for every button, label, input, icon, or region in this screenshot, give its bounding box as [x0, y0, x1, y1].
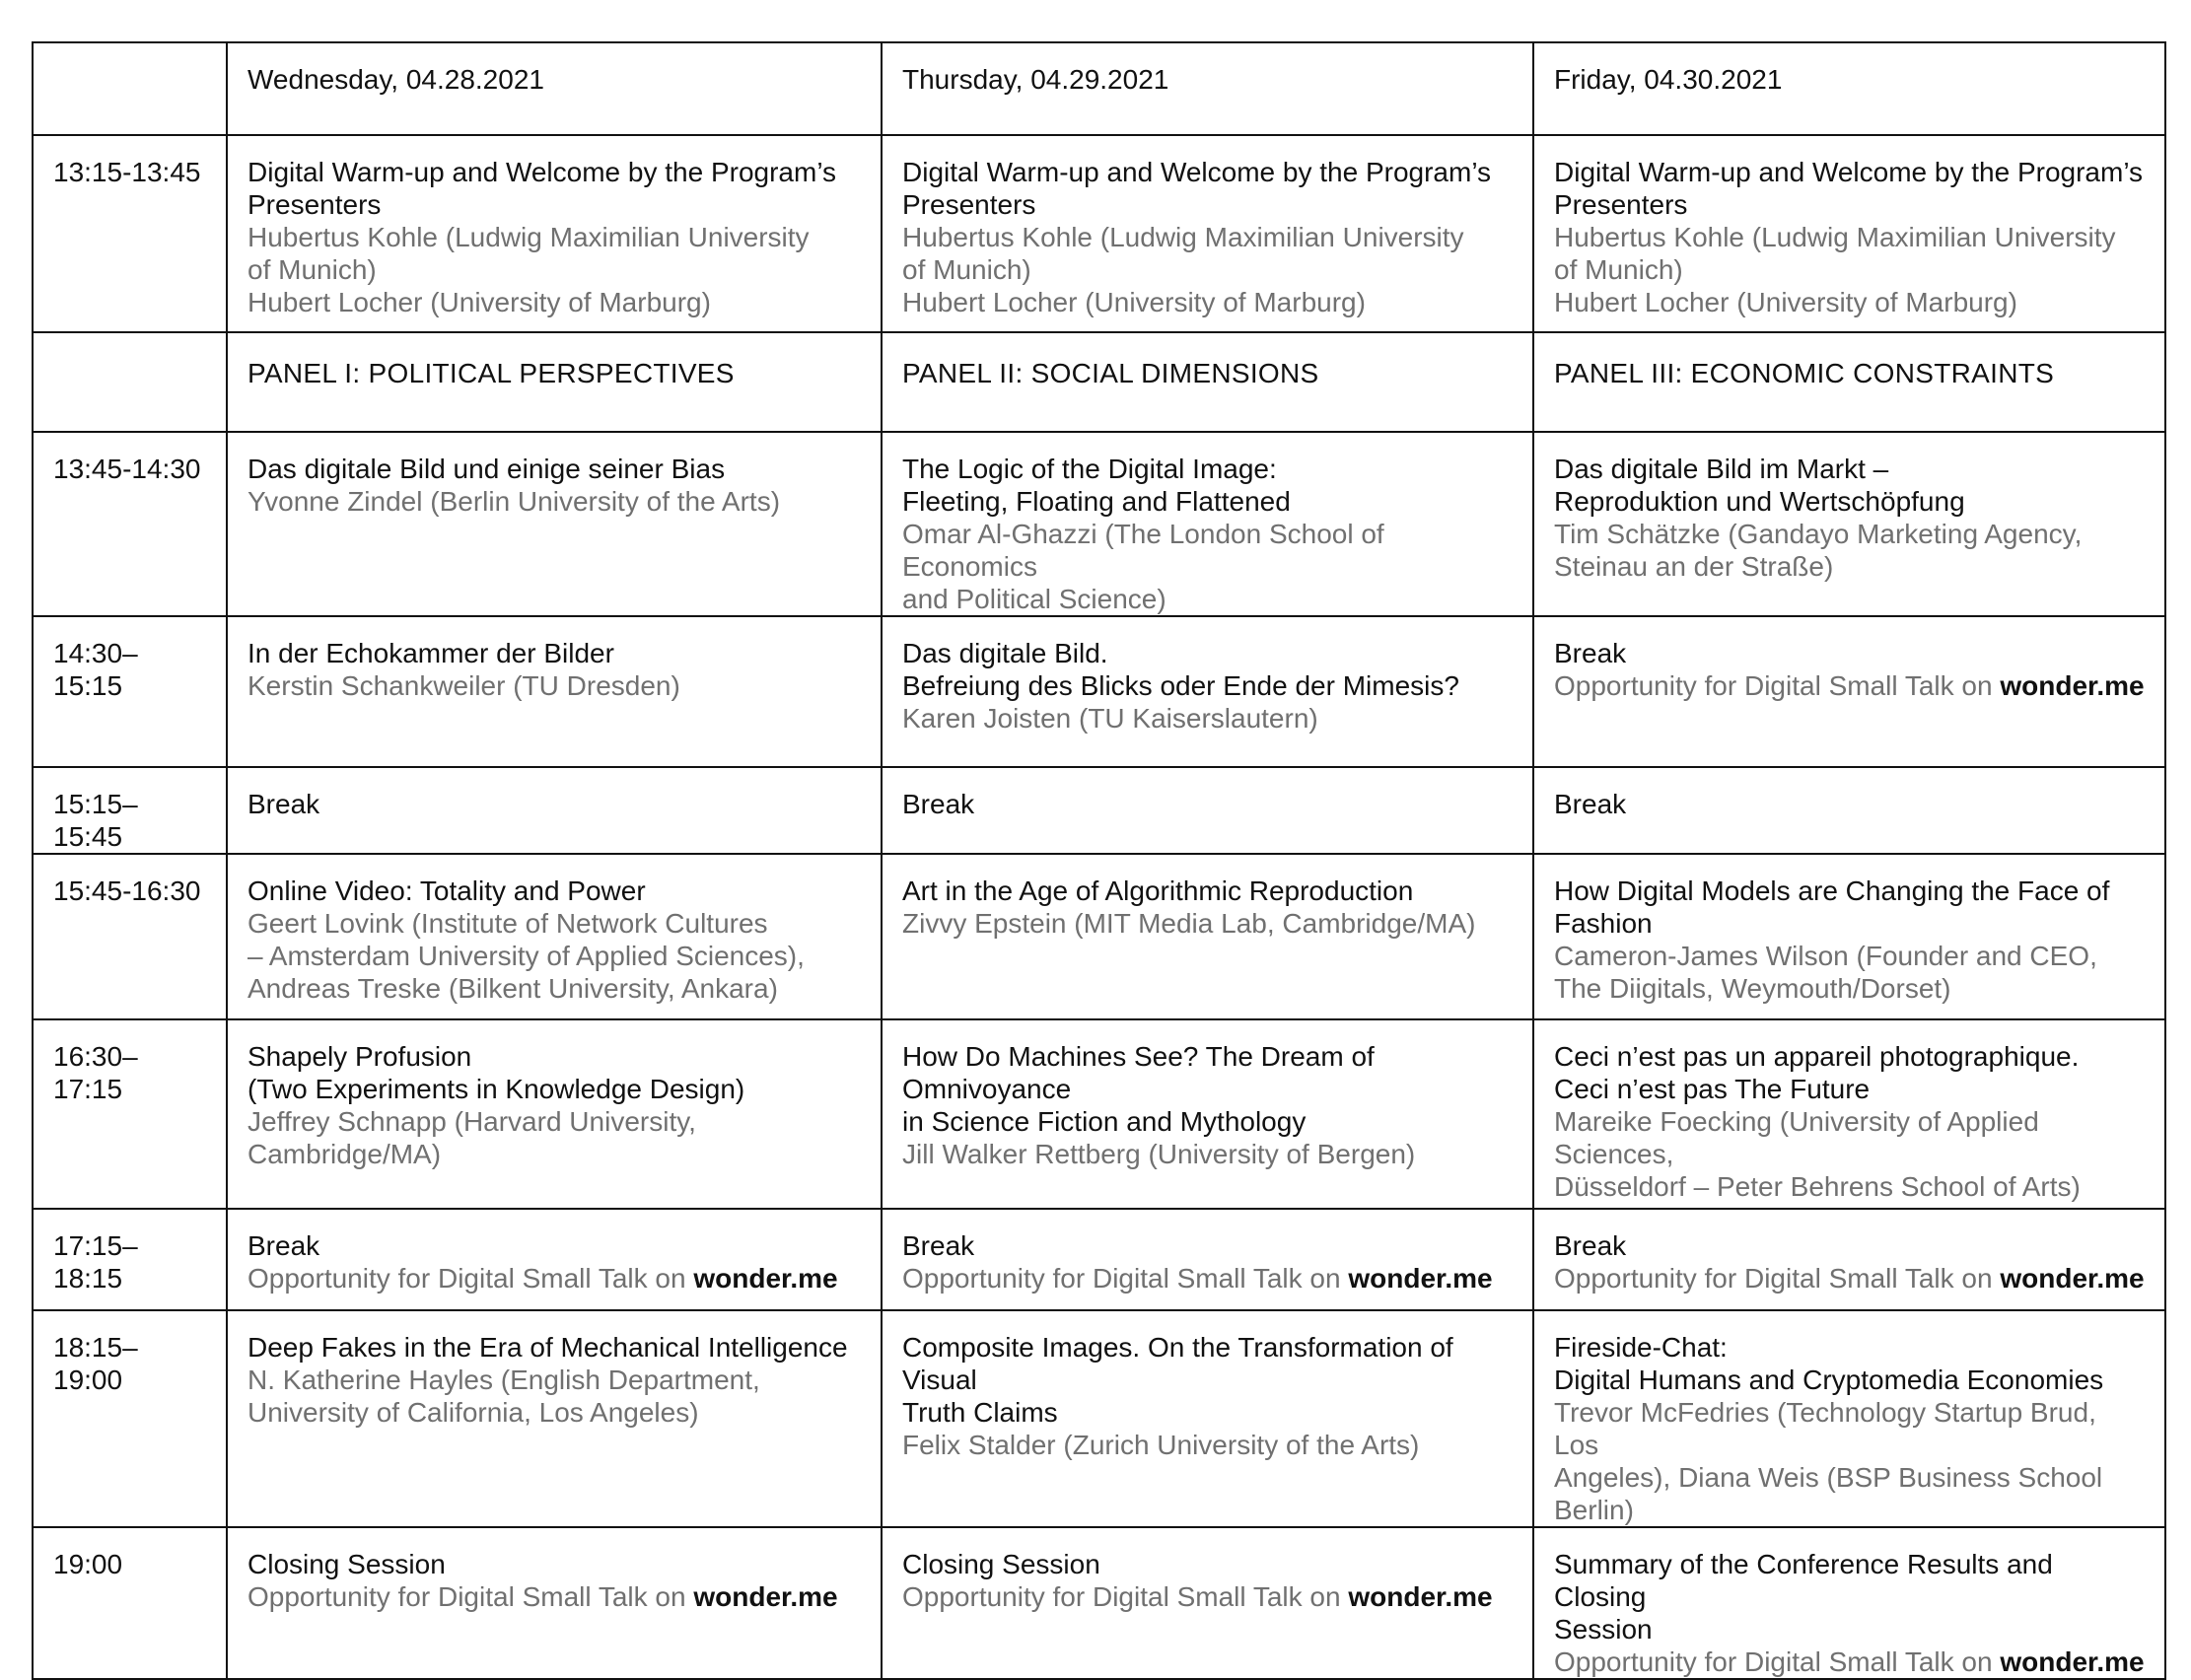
- session-title: Fashion: [1554, 908, 1653, 939]
- small-talk-note: [1554, 1645, 2145, 1678]
- session-title: How Do Machines See? The Dream of Omnivoyance: [902, 1041, 1375, 1104]
- panel-label: PANEL I: POLITICAL PERSPECTIVES: [247, 358, 735, 388]
- schedule-row: [33, 1527, 2165, 1679]
- session-speaker: The Diigitals, Weymouth/Dorset): [1554, 973, 1951, 1004]
- session-title: Break: [1554, 1230, 1627, 1261]
- small-talk-text: Opportunity for Digital Small Talk on: [247, 1581, 686, 1612]
- session-cell: [882, 432, 1533, 616]
- session-title: Digital Warm-up and Welcome by the Program’s: [247, 157, 837, 187]
- session-cell: [882, 854, 1533, 1019]
- time-cell: [33, 616, 227, 767]
- wonder-me-link[interactable]: wonder.me: [693, 1581, 838, 1612]
- session-title: In der Echokammer der Bilder: [247, 638, 614, 668]
- session-speaker: Trevor McFedries (Technology Startup Brud, Los: [1554, 1397, 2096, 1460]
- time-slot: 13:15-13:45: [53, 157, 201, 187]
- session-speaker: Geert Lovink (Institute of Network Cultures: [247, 908, 768, 939]
- session-speaker: N. Katherine Hayles (English Department,: [247, 1365, 760, 1395]
- time-cell: [33, 1019, 227, 1209]
- session-speaker: and Political Science): [902, 584, 1166, 614]
- session-title: Digital Warm-up and Welcome by the Program’s: [1554, 157, 2144, 187]
- panel-header-cell: [882, 332, 1533, 432]
- wonder-me-link[interactable]: wonder.me: [2000, 1263, 2145, 1294]
- session-speaker: Jill Walker Rettberg (University of Bergen): [902, 1139, 1416, 1169]
- session-speaker: of Munich): [1554, 254, 1683, 285]
- wonder-me-link[interactable]: wonder.me: [2000, 670, 2145, 701]
- wonder-me-link[interactable]: wonder.me: [2000, 1646, 2145, 1677]
- session-title: Fleeting, Floating and Flattened: [902, 486, 1291, 517]
- session-title: Presenters: [1554, 189, 1688, 220]
- panel-header-cell: [1533, 332, 2165, 432]
- session-title: Closing Session: [247, 1549, 446, 1579]
- time-cell: [33, 432, 227, 616]
- day-label: Thursday, 04.29.2021: [902, 64, 1169, 95]
- small-talk-note: [1554, 669, 2145, 702]
- schedule-row: [33, 135, 2165, 332]
- session-title: Das digitale Bild.: [902, 638, 1108, 668]
- time-slot: 18:15–19:00: [53, 1332, 138, 1395]
- time-header-cell: [33, 42, 227, 135]
- session-speaker: Yvonne Zindel (Berlin University of the Arts): [247, 486, 781, 517]
- session-speaker: Hubert Locher (University of Marburg): [1554, 287, 2017, 317]
- session-speaker: Omar Al-Ghazzi (The London School of Economics: [902, 519, 1384, 582]
- day-header-row: [33, 42, 2165, 135]
- time-slot: 19:00: [53, 1549, 123, 1579]
- time-cell: [33, 1209, 227, 1310]
- session-speaker: Jeffrey Schnapp (Harvard University, Cambridge/MA): [247, 1106, 696, 1169]
- session-cell: [227, 1527, 882, 1679]
- session-title: Break: [247, 789, 320, 819]
- session-speaker: Kerstin Schankweiler (TU Dresden): [247, 670, 680, 701]
- session-cell: [227, 616, 882, 767]
- small-talk-note: [902, 1580, 1513, 1613]
- session-speaker: Andreas Treske (Bilkent University, Ankara): [247, 973, 778, 1004]
- session-title: Das digitale Bild im Markt –: [1554, 454, 1889, 484]
- session-cell: [882, 1527, 1533, 1679]
- session-cell: [1533, 432, 2165, 616]
- session-cell: [227, 1019, 882, 1209]
- session-cell: [1533, 135, 2165, 332]
- small-talk-text: Opportunity for Digital Small Talk on: [247, 1263, 686, 1294]
- small-talk-text: Opportunity for Digital Small Talk on: [902, 1581, 1341, 1612]
- time-slot: 15:15–15:45: [53, 789, 138, 852]
- session-cell: [227, 854, 882, 1019]
- session-title: Session: [1554, 1614, 1653, 1645]
- session-cell: [1533, 854, 2165, 1019]
- session-speaker: Düsseldorf – Peter Behrens School of Arts): [1554, 1171, 2081, 1202]
- time-cell: [33, 767, 227, 854]
- session-cell: [227, 432, 882, 616]
- session-title: Presenters: [247, 189, 382, 220]
- session-title: Art in the Age of Algorithmic Reproduction: [902, 875, 1414, 906]
- day-label: Friday, 04.30.2021: [1554, 64, 1783, 95]
- session-title: Fireside-Chat:: [1554, 1332, 1728, 1363]
- session-title: Summary of the Conference Results and Closing: [1554, 1549, 2053, 1612]
- session-cell: [227, 1209, 882, 1310]
- wonder-me-link[interactable]: wonder.me: [693, 1263, 838, 1294]
- schedule-row: [33, 1209, 2165, 1310]
- schedule-row: [33, 616, 2165, 767]
- session-cell: [227, 767, 882, 854]
- time-cell: [33, 135, 227, 332]
- schedule-row: [33, 767, 2165, 854]
- session-cell: [1533, 1019, 2165, 1209]
- session-title: Truth Claims: [902, 1397, 1058, 1428]
- day-header-cell: [227, 42, 882, 135]
- session-speaker: Steinau an der Straße): [1554, 551, 1834, 582]
- small-talk-text: Opportunity for Digital Small Talk on: [1554, 1263, 1993, 1294]
- panel-header-row: [33, 332, 2165, 432]
- time-slot: 16:30–17:15: [53, 1041, 138, 1104]
- schedule-row: [33, 432, 2165, 616]
- session-cell: [882, 1019, 1533, 1209]
- wonder-me-link[interactable]: wonder.me: [1348, 1263, 1493, 1294]
- panel-label: PANEL II: SOCIAL DIMENSIONS: [902, 358, 1319, 388]
- session-title: Digital Warm-up and Welcome by the Program’s: [902, 157, 1492, 187]
- small-talk-note: [902, 1262, 1513, 1295]
- session-cell: [882, 767, 1533, 854]
- day-label: Wednesday, 04.28.2021: [247, 64, 544, 95]
- panel-label: PANEL III: ECONOMIC CONSTRAINTS: [1554, 358, 2055, 388]
- session-cell: [882, 616, 1533, 767]
- session-title: Ceci n’est pas un appareil photographique.: [1554, 1041, 2080, 1072]
- session-title: Break: [1554, 638, 1627, 668]
- session-title: Das digitale Bild und einige seiner Bias: [247, 454, 726, 484]
- small-talk-note: [247, 1580, 861, 1613]
- day-header-cell: [882, 42, 1533, 135]
- session-cell: [882, 135, 1533, 332]
- session-speaker: University of California, Los Angeles): [247, 1397, 699, 1428]
- session-cell: [227, 1310, 882, 1527]
- session-title: Presenters: [902, 189, 1036, 220]
- small-talk-text: Opportunity for Digital Small Talk on: [1554, 670, 1993, 701]
- small-talk-text: Opportunity for Digital Small Talk on: [902, 1263, 1341, 1294]
- session-speaker: Tim Schätzke (Gandayo Marketing Agency,: [1554, 519, 2083, 549]
- time-header-cell: [33, 332, 227, 432]
- session-title: Digital Humans and Cryptomedia Economies: [1554, 1365, 2104, 1395]
- session-title: in Science Fiction and Mythology: [902, 1106, 1307, 1137]
- time-slot: 13:45-14:30: [53, 454, 201, 484]
- session-speaker: of Munich): [247, 254, 377, 285]
- session-cell: [1533, 1527, 2165, 1679]
- session-title: How Digital Models are Changing the Face of: [1554, 875, 2110, 906]
- session-title: Break: [902, 789, 975, 819]
- session-cell: [1533, 1209, 2165, 1310]
- time-slot: 17:15–18:15: [53, 1230, 138, 1294]
- session-cell: [227, 135, 882, 332]
- session-title: Break: [1554, 789, 1627, 819]
- schedule-body: [33, 42, 2165, 1679]
- time-cell: [33, 1310, 227, 1527]
- time-slot: 14:30–15:15: [53, 638, 138, 701]
- session-speaker: Hubert Locher (University of Marburg): [247, 287, 711, 317]
- session-cell: [1533, 616, 2165, 767]
- session-title: Befreiung des Blicks oder Ende der Mimesis?: [902, 670, 1459, 701]
- session-cell: [1533, 767, 2165, 854]
- session-speaker: Hubertus Kohle (Ludwig Maximilian University: [1554, 222, 2116, 252]
- session-speaker: of Munich): [902, 254, 1031, 285]
- time-cell: [33, 854, 227, 1019]
- time-slot: 15:45-16:30: [53, 875, 201, 906]
- session-speaker: Felix Stalder (Zurich University of the Arts): [902, 1430, 1420, 1460]
- session-cell: [882, 1310, 1533, 1527]
- wonder-me-link[interactable]: wonder.me: [1348, 1581, 1493, 1612]
- session-title: Deep Fakes in the Era of Mechanical Intelligence: [247, 1332, 848, 1363]
- panel-header-cell: [227, 332, 882, 432]
- time-cell: [33, 1527, 227, 1679]
- session-speaker: Cameron-James Wilson (Founder and CEO,: [1554, 941, 2097, 971]
- session-speaker: Zivvy Epstein (MIT Media Lab, Cambridge/MA): [902, 908, 1476, 939]
- session-title: Online Video: Totality and Power: [247, 875, 646, 906]
- session-title: Break: [902, 1230, 975, 1261]
- small-talk-note: [247, 1262, 861, 1295]
- schedule-row: [33, 854, 2165, 1019]
- session-speaker: Angeles), Diana Weis (BSP Business School Berlin): [1554, 1462, 2103, 1525]
- session-title: (Two Experiments in Knowledge Design): [247, 1074, 745, 1104]
- session-speaker: Hubertus Kohle (Ludwig Maximilian University: [902, 222, 1464, 252]
- small-talk-text: Opportunity for Digital Small Talk on: [1554, 1646, 1993, 1677]
- session-cell: [882, 1209, 1533, 1310]
- session-title: Closing Session: [902, 1549, 1100, 1579]
- session-speaker: – Amsterdam University of Applied Sciences),: [247, 941, 805, 971]
- session-speaker: Hubert Locher (University of Marburg): [902, 287, 1366, 317]
- session-title: Composite Images. On the Transformation of Visual: [902, 1332, 1453, 1395]
- schedule-row: [33, 1310, 2165, 1527]
- session-title: Break: [247, 1230, 320, 1261]
- session-speaker: Mareike Foecking (University of Applied Sciences,: [1554, 1106, 2039, 1169]
- session-title: The Logic of the Digital Image:: [902, 454, 1277, 484]
- session-title: Ceci n’est pas The Future: [1554, 1074, 1871, 1104]
- session-speaker: Karen Joisten (TU Kaiserslautern): [902, 703, 1318, 734]
- schedule-table: [32, 41, 2166, 1680]
- day-header-cell: [1533, 42, 2165, 135]
- session-cell: [1533, 1310, 2165, 1527]
- session-speaker: Hubertus Kohle (Ludwig Maximilian University: [247, 222, 810, 252]
- session-title: Shapely Profusion: [247, 1041, 472, 1072]
- schedule-row: [33, 1019, 2165, 1209]
- session-title: Reproduktion und Wertschöpfung: [1554, 486, 1965, 517]
- small-talk-note: [1554, 1262, 2145, 1295]
